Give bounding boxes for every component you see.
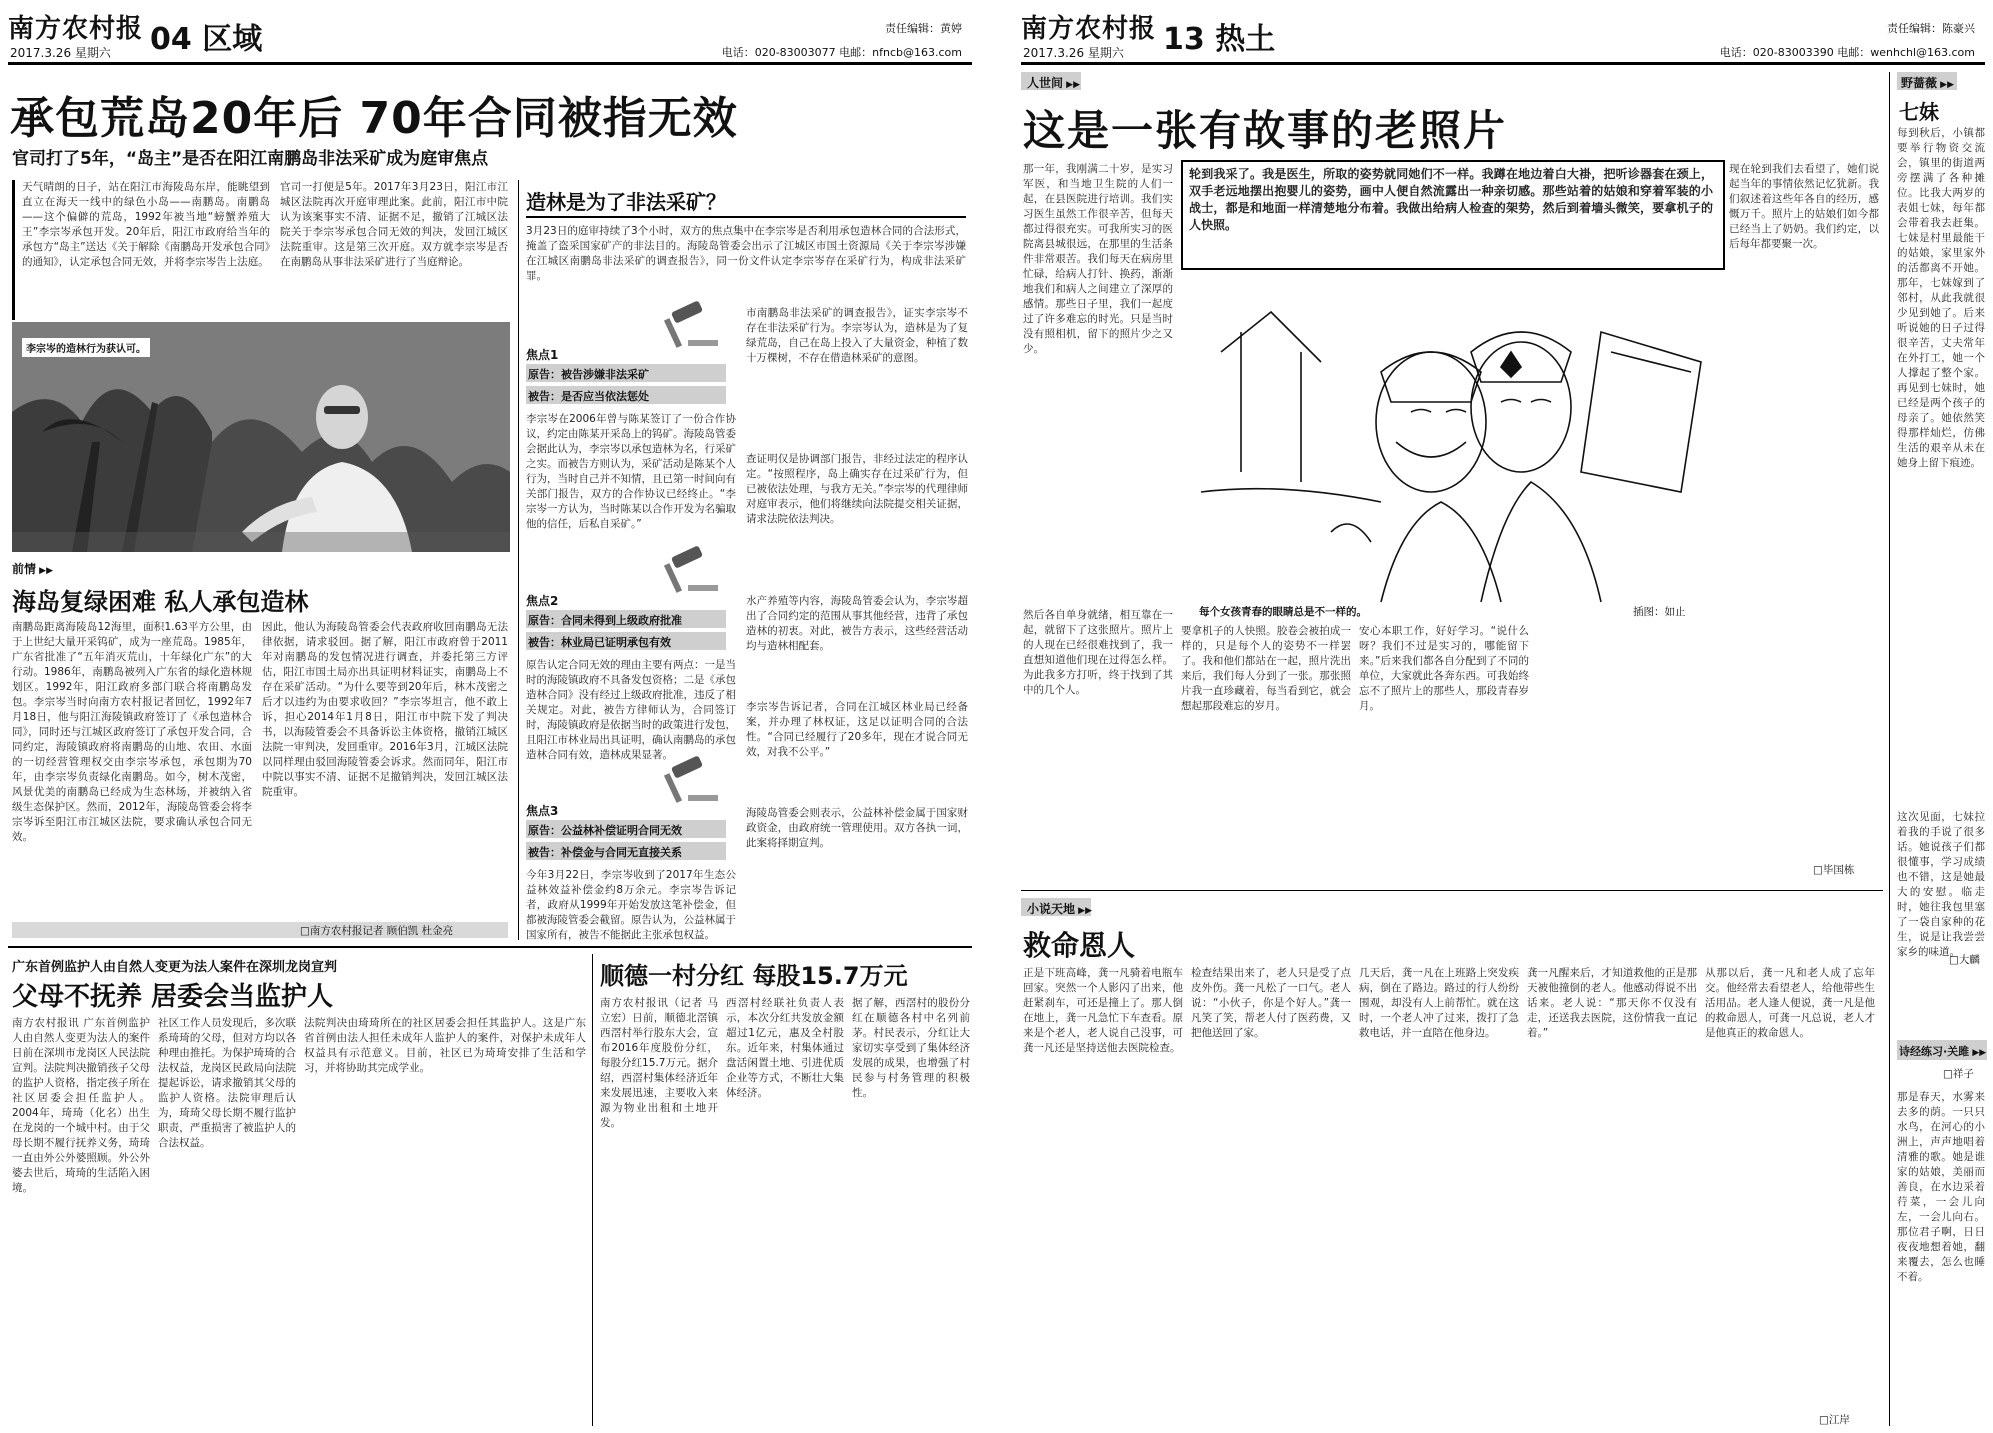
poem-text: 那是春天，水雾来去多的荫。一只只水鸟，在河心的小洲上，声声地唱着清雅的歌。她是谁家的姑娘，美丽而善良，在水边采着荇菜，一会儿向左，一会儿向右。那位君子啊，日日夜夜地想着她，翻来覆去，怎么也睡不着。 [1897,1091,1985,1283]
point1-line1: 原告：被告涉嫌非法采矿 [528,368,649,381]
left-newspaper-page [0,0,980,1433]
left-credit: □南方农村报记者 顾伯凯 杜金亮 [300,925,454,937]
column1-tag: 人世间 ▶▶ [1027,74,1080,91]
point2-line1: 原告：合同未得到上级政府批准 [528,614,682,627]
story-col2: 然后各自单身就绪，相互靠在一起，就留下了这张照片。照片上的人现在已经很难找到了，我一直想知道他们现在过得怎么样。为此我多方打听，终于找到了其中的几个人。 [1023,609,1173,696]
story2-col5: 从那以后，龚一凡和老人成了忘年交。他经常去看望老人，给他带些生活用品。老人逢人便说，龚一凡是他的救命恩人，可龚一凡总说，老人才是他真正的救命恩人。 [1705,967,1875,1039]
right-newspaper-page [1013,0,1993,1433]
bottom2-headline: 顺德一村分红 每股15.7万元 [600,962,908,990]
story-col3: 要拿机子的人快照。胶卷会被拍成一样的，只是每个人的姿势不一样罢了。我和他们都站在一起，照片洗出来后，我们每人分到了一张。那张照片我一直珍藏着，每当看到它，就会想起那段难忘的岁月。 [1181,625,1351,712]
sidebar-text: 每到秋后，小镇都要举行物资交流会，镇里的街道两旁摆满了各种摊位。比我大两岁的表姐七妹，每年都会带着我去赶集。七妹是村里最能干的姑娘，家里家外的活都离不开她。那年，七妹嫁到了邻村，从此我就很少见到她了。后来听说她的日子过得很辛苦，丈夫常年在外打工，她一个人撑起了整个家。再见到七妹时，她已经是两个孩子的母亲了。她依然笑得那样灿烂，仿佛生活的艰辛从未在她身上留下痕迹。 [1897,127,1985,469]
right-masthead-rule [1021,62,1985,65]
left-masthead-rule [8,62,972,65]
left-editor: 责任编辑：黄婷 [885,22,962,35]
sidebar-credit: □大麟 [1949,954,1980,966]
left-contact: 电话：020-83003077 电邮：nfncb@163.com [721,46,962,59]
bottom1-kicker: 广东首例监护人由自然人变更为法人案件在深圳龙岗宣判 [12,960,338,975]
gavel-icon [650,300,720,354]
left-photo-caption: 李宗岑的造林行为获认可。 [22,338,150,357]
point1-label: 焦点1 [526,348,559,362]
point2-line2: 被告：林业局已证明承包有效 [528,636,671,649]
bottom1-text-3: 法院判决由琦琦所在的社区居委会担任其监护人。这是广东省首例由法人担任未成年人监护人的案件，对保护未成年人权益具有示范意义。目前，社区已为琦琦安排了生活和学习，并将协助其完成学业。 [304,1017,586,1074]
point3-line1: 原告：公益林补偿证明合同无效 [528,824,682,837]
left-col2-intro: 3月23日的庭审持续了3个小时，双方的焦点集中在李宗岑是否利用承包造林合同的合法形式，掩盖了盗采国家矿产的非法目的。海陵岛管委会出示了江城区市国土资源局《关于李宗岑涉嫌在江城区南鹏岛非法采矿的调查报告》，同一份文件认定李宗岑存在采矿行为，构成非法采矿罪。 [526,225,966,282]
left-lead-text-1: 天气晴朗的日子，站在阳江市海陵岛东岸，能眺望到直立在海天一线中的绿色小岛——南鹏岛。南鹏岛——这个偏僻的荒岛，1992年被当地“螃蟹养殖大王”李宗岑承包开发。20年后，阳江市政府给当年的承包方“岛主”送达《关于解除《南鹏岛开发承包合同》的通知》，认定承包合同无效，并将李宗岑告上法庭。 [22,181,270,268]
left-main-subhead: 官司打了5年，“岛主”是否在阳江南鹏岛非法采矿成为庭审焦点 [12,149,489,169]
left-section1-tag: 前情 ▶▶ [12,560,53,577]
gavel-icon [650,545,720,599]
left-col3-text-3: 水产养殖等内容，海陵岛管委会认为，李宗岑超出了合同约定的范围从事其他经营，违背了承包造林的初衷。对此，被告方表示，这些经营活动均与造林相配套。 [746,595,968,652]
bottom1-headline: 父母不抚养 居委会当监护人 [12,982,334,1012]
left-lead-text-2: 官司一打便是5年。2017年3月23日，阳江市江城区法院再次开庭审理此案。此前，阳江市中院认为该案事实不清、证据不足，撤销了江城区法院关于李宗岑承包合同无效的判决，发回江城区法院重审。这是第三次开庭。双方就李宗岑是否在南鹏岛从事非法采矿进行了当庭辩论。 [280,181,508,268]
story2-headline: 救命恩人 [1023,929,1136,962]
point2-text: 原告认定合同无效的理由主要有两点：一是当时的海陵镇政府不具备发包资格；二是《承包造林合同》没有经过上级政府批准，违反了相关规定。对此，被告方律师认为，合同签订时，海陵镇政府是依据当时的政策进行发包，且阳江市林业局出具证明，确认南鹏岛的承包造林合同有效，造林成果显著。 [526,659,736,761]
left-section1-text-2: 因此，他认为海陵岛管委会代表政府收回南鹏岛无法律依据，请求驳回。据了解，阳江市政府曾于2011年对南鹏岛的发包情况进行调查，并委托第三方评估，阳江市国土局亦出具证明材料证实，南鹏岛上不存在采矿活动。“为什么要等到20年后，林木茂密之后才以违约为由要求收回？”李宗岑坦言，他不敢上诉，担心2014年1月8日，阳江市中院下发了判决书，以海陵管委会不具备诉讼主体资格，撤销江城区法院一审判决，发回重审。2016年3月，江城区法院以同样理由驳回海陵管委会诉求。然而同年，阳江市中院以事实不清、证据不足撤销判决，发回江城区法院重审。 [262,621,508,798]
right-brand-logo: 南方农村报 [1021,14,1157,44]
drawing-credit: 插图：如止 [1633,606,1686,618]
right-section-title: 13 热土 [1163,22,1276,57]
left-masthead [8,6,972,62]
right-mid-rule [1021,890,1883,891]
right-sidebar-divider [1889,72,1890,1426]
bottom1-text-2: 社区工作人员发现后，多次联系琦琦的父母，但对方均以各种理由推托。为保护琦琦的合法权益，龙岗区民政局向法院提起诉讼，请求撤销其父母的监护人资格。法院审理后认为，琦琦父母长期不履行监护职责，严重损害了被监护人的合法权益。 [158,1017,296,1149]
story-illustration [1181,272,1721,602]
left-col3-text-1: 市南鹏岛非法采矿的调查报告》，证实李宗岑不存在非法采矿行为。李宗岑认为，造林是为了复绿荒岛，自己在岛上投入了大量资金，种植了数十万棵树，不存在借造林采矿的意图。 [746,307,968,364]
right-main-headline: 这是一张有故事的老照片 [1023,106,1508,155]
point2-label: 焦点2 [526,594,559,608]
column2-tag: 小说天地 ▶▶ [1027,900,1092,917]
bottom2-text-2: 西滘村经联社负责人表示，本次分红共发放金额超过1亿元，惠及全村股东。近年来，村集体通过盘活闲置土地、引进优质企业等方式，不断壮大集体经济。 [726,997,844,1099]
sidebar-tag: 野蔷薇 ▶▶ [1901,74,1954,91]
story-credit: □毕国栋 [1813,864,1855,876]
poem-tag: 诗经练习·关雎 ▶▶ [1899,1043,1986,1059]
left-main-headline: 承包荒岛20年后 70年合同被指无效 [10,93,738,144]
bottom-divider [592,954,593,1426]
left-col-divider [518,180,519,940]
left-col3-text-4: 李宗岑告诉记者，合同在江城区林业局已经备案，并办理了林权证，这足以证明合同的合法性。“合同已经履行了20多年，现在才说合同无效，对我不公平。” [746,701,968,758]
left-lead-bar [12,180,15,320]
nurses-sketch-graphic [1181,272,1721,602]
right-editor: 责任编辑：陈豪兴 [1887,22,1975,35]
left-brand-logo: 南方农村报 [8,14,144,44]
story-intro: 轮到我采了。我是医生，所取的姿势就同她们不一样。我蹲在地边着白大褂，把听诊器套在颈上，双手老远地摆出抱婴儿的姿势，画中人便自然流露出一种亲切感。那些站着的姑娘和穿着军装的小战士，都是和地面一样清楚地分布着。我做出给病人检查的架势，然后到着墙头微笑，要拿机子的人快照。 [1189,167,1713,232]
left-date: 2017.3.26 星期六 [10,46,111,60]
sidebar-headline: 七妹 [1899,100,1939,124]
point3-text: 今年3月22日，李宗岑收到了2017年生态公益林效益补偿金约8万余元。李宗岑告诉记者，政府从1999年开始发放这笔补偿金，但都被海陵管委会截留。原告认为，公益林属于国家所有，被告不能据此主张承包权益。 [526,869,736,941]
left-section1-text-1: 南鹏岛距离海陵岛12海里，面积1.63平方公里，由于上世纪大量开采钨矿，成为一座荒岛。1985年，广东省批准了“五年消灭荒山，十年绿化广东”的大行动。1986年，南鹏岛被列入广东省的绿化造林规划区。1992年，阳江政府多部门联合将南鹏岛发包。李宗岑当时向南方农村报记者回忆，1992年7月18日，他与阳江海陵镇政府签订了《承包造林合同》，同时还与江城区政府签订了承包开发合同，合同约定，海陵镇政府将南鹏岛的山地、农田、水面的一切经营管理权交由李宗岑承包，承包期为70年，由李宗岑负责绿化南鹏岛。如今，树木茂密，风景优美的南鹏岛已经成为生态林场，并被纳入省级生态保护区。然而，2012年，海陵岛管委会将李宗岑诉至阳江市江城区法院，要求确认承包合同无效。 [12,621,252,843]
left-col2-headline: 造林是为了非法采矿？ [526,190,726,214]
right-date: 2017.3.26 星期六 [1023,46,1124,60]
story2-col4: 龚一凡醒来后，才知道救他的正是那天被他撞倒的老人。他感动得说不出话来。老人说：“那天你不仅没有走，还送我去医院，这份情我一直记着。” [1527,967,1697,1039]
story2-col2: 检查结果出来了，老人只是受了点皮外伤。龚一凡松了一口气。老人说：“小伙子，你是个好人。”龚一凡笑了笑，帮老人付了医药费，又把他送回了家。 [1191,967,1351,1039]
left-bottom-rule [8,946,972,948]
gavel-icon [650,755,720,809]
bottom1-text-1: 南方农村报讯 广东首例监护人由自然人变更为法人的案件日前在深圳市龙岗区人民法院宣判。法院判决撤销孩子父母的监护人资格，指定孩子所在社区居委会担任监护人。2004年，琦琦（化名）出生在龙岗的一个城中村。由于父母长期不履行抚养义务，琦琦一直由外公外婆照顾。外公外婆去世后，琦琦的生活陷入困境。 [12,1017,150,1194]
right-masthead [1021,6,1985,62]
point1-text: 李宗岑在2006年曾与陈某签订了一份合作协议，约定由陈某开采岛上的钨矿。海陵岛管委会据此认为，李宗岑以承包造林为名，行采矿之实。而被告方则认为，采矿活动是陈某个人行为，当时自己并不知情，且已第一时间向有关部门报告，双方的合作协议已经终止。“李宗岑一方认为，当时陈某以合作开发为名骗取他的信任，后私自采矿。” [526,413,736,530]
sidebar-text-2: 这次见面，七妹拉着我的手说了很多话。她说孩子们都很懂事，学习成绩也不错，这是她最大的安慰。临走时，她往我包里塞了一袋自家种的花生，说是让我尝尝家乡的味道。 [1897,811,1985,958]
left-col3-text-2: 查证明仅是协调部门报告，非经过法定的程序认定。“按照程序，岛上确实存在过采矿行为，但已被依法处理，与我方无关。”李宗岑的代理律师对庭审表示，他们将继续向法院提交相关证据，请求法院依法判决。 [746,453,968,525]
left-section1-headline: 海岛复绿困难 私人承包造林 [12,588,309,616]
poem-credit: □祥子 [1943,1068,1974,1080]
story2-credit: □江岸 [1819,1414,1850,1426]
story-col5: 现在轮到我们去看望了，她们说起当年的事情依然记忆犹新。我们叙述着这些年各自的经历，感慨万千。照片上的姑娘们如今都已经当上了奶奶。我们约定，以后每年都要聚一次。 [1729,163,1879,250]
bottom2-text-3: 据了解，西滘村的股份分红在顺德各村中名列前茅。村民表示，分红让大家切实享受到了集体经济发展的成果，也增强了村民参与村务管理的积极性。 [852,997,970,1099]
point1-line2: 被告：是否应当依法惩处 [528,390,649,403]
story-col4: 安心本职工作，好好学习。“说什么呀？我们不过是实习的，哪能留下来。”后来我们都各自分配到了不同的单位，大家就此各奔东西。可我始终忘不了照片上的那些人，那段青春岁月。 [1359,625,1529,712]
left-section-title: 04 区域 [150,22,263,57]
right-contact: 电话：020-83003390 电邮：wenhchl@163.com [1719,46,1975,59]
point3-line2: 被告：补偿金与合同无直接关系 [528,846,682,859]
left-col3-text-5: 海陵岛管委会则表示，公益林补偿金属于国家财政资金，由政府统一管理使用。双方各执一词，此案将择期宣判。 [746,807,968,849]
story-col1: 那一年，我刚满二十岁，是实习军医，和当地卫生院的人们一起，在县医院进行培训。我们实习医生虽然工作很辛苦，但每天都过得很充实。可我所实习的医院离县城很远，在那里的生活条件非常艰苦。我们每天在病房里忙碌，给病人打针、换药，渐渐地我们和病人之间建立了深厚的感情。那些日子里，我们一起度过了许多难忘的时光。只是当时没有照相机，留下的照片少之又少。 [1023,163,1173,355]
bottom2-text-1: 南方农村报讯（记者 马立宏）日前，顺德北滘镇西滘村举行股东大会，宣布2016年度股份分红，每股分红15.7万元。据介绍，西滘村集体经济近年来发展迅速，主要收入来源为物业出租和土地开发。 [600,997,718,1129]
story2-col3: 几天后，龚一凡在上班路上突发疾病，倒在了路边。路过的行人纷纷围观，却没有人上前帮忙。就在这时，一个老人冲了过来，拨打了急救电话，并一直陪在他身边。 [1359,967,1519,1039]
point3-label: 焦点3 [526,804,559,818]
page-spine [980,0,1013,1433]
left-col2-rule [526,216,966,218]
story2-col1: 正是下班高峰，龚一凡骑着电瓶车回家。突然一个人影闪了出来，他赶紧刹车，可还是撞上了。那人倒在地上，龚一凡急忙下车查看。原来是个老人，老人说自己没事，可龚一凡还是坚持送他去医院检查。 [1023,967,1183,1054]
drawing-caption: 每个女孩青春的眼睛总是不一样的。 [1199,606,1367,618]
